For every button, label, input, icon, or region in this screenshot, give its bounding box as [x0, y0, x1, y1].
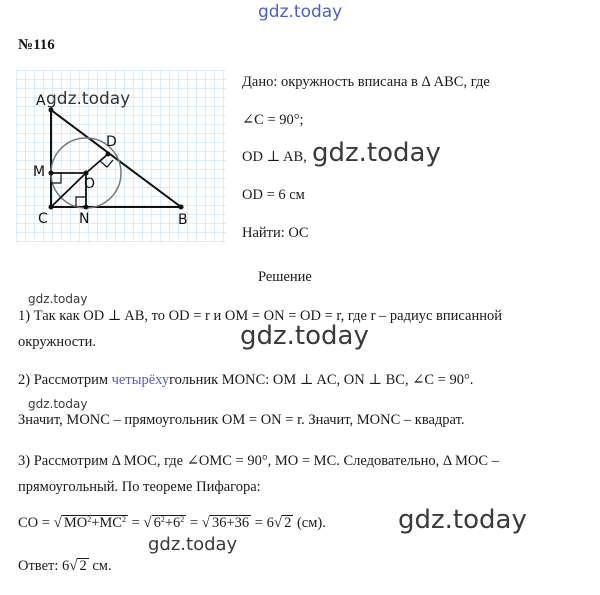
label-o: O [84, 176, 96, 192]
watermark-step2: gdz.today [28, 397, 88, 411]
watermark-center: gdz.today [240, 321, 369, 351]
watermark-bottom: gdz.today [148, 534, 238, 555]
label-n: N [79, 211, 90, 227]
point-n [84, 205, 89, 210]
pythagoras-formula: CO = √ $MO^2+MC^2$ = √ $6^2+6^2$ = √ 36+36 = 6√ 2 (см). [18, 515, 326, 531]
step1-line-2: окружности. [18, 334, 96, 350]
point-m [49, 171, 54, 176]
step1-line-1: 1) Так как OD ⊥ AB, то OD = r и OM = ON = OD = r, где r – радиус вписанной [18, 308, 502, 324]
point-b [179, 205, 184, 210]
label-d: D [106, 134, 117, 150]
geometry-figure [16, 70, 226, 242]
given-line-1: Дано: окружность вписана в Δ ABC, где [242, 74, 490, 90]
given-line-3: OD ⊥ AB, [242, 149, 307, 165]
point-c [49, 205, 54, 210]
watermark-given: gdz.today [312, 138, 441, 168]
answer-unit: см. [92, 558, 112, 574]
sqrt-4: 2 [284, 515, 292, 531]
step2-line-2: Значит, MONC – прямоугольник OM = ON = r. Значит, MONC – квадрат. [18, 412, 465, 428]
watermark-top: gdz.today [258, 2, 343, 22]
step2-blue-word: четырёху [111, 372, 170, 388]
formula-unit: (см). [296, 515, 326, 531]
answer: Ответ: 6√ 2 см. [18, 558, 112, 574]
answer-sqrt: 2 [79, 558, 87, 574]
formula-lhs: CO = [18, 515, 50, 531]
watermark-figure: gdz.today [46, 89, 131, 109]
given-line-4: OD = 6 см [242, 187, 305, 203]
watermark-formula: gdz.today [398, 505, 527, 535]
label-m: M [33, 164, 46, 180]
label-c: C [38, 211, 48, 227]
given-line-5: Найти: OC [242, 225, 309, 241]
step3-line-2: прямоугольный. По теореме Пифагора: [18, 479, 261, 495]
sqrt-2: $6^2+6^2$ [153, 515, 185, 531]
step3-line-1: 3) Рассмотрим Δ MOC, где ∠OMC = 90°, MO = MC. Следовательно, Δ MOC – [18, 453, 499, 469]
answer-label: Ответ: 6 [18, 558, 70, 574]
step2-line-1 [18, 372, 473, 389]
sqrt-3: 36+36 [211, 515, 250, 531]
label-a: A [36, 93, 46, 109]
point-o [84, 171, 89, 176]
problem-number: №116 [18, 37, 55, 53]
step2-pre: 2) Рассмотрим [18, 372, 112, 388]
sqrt-1: $MO^2+MC^2$ [63, 515, 126, 531]
solution-title: Решение [258, 269, 312, 285]
step2-post: гольник MONC: OM ⊥ AC, ON ⊥ BC, ∠C = 90°. [169, 372, 474, 388]
watermark-step1: gdz.today [28, 292, 88, 306]
label-b: B [178, 212, 188, 228]
point-d [106, 152, 111, 157]
given-line-2: ∠C = 90°; [242, 112, 304, 128]
